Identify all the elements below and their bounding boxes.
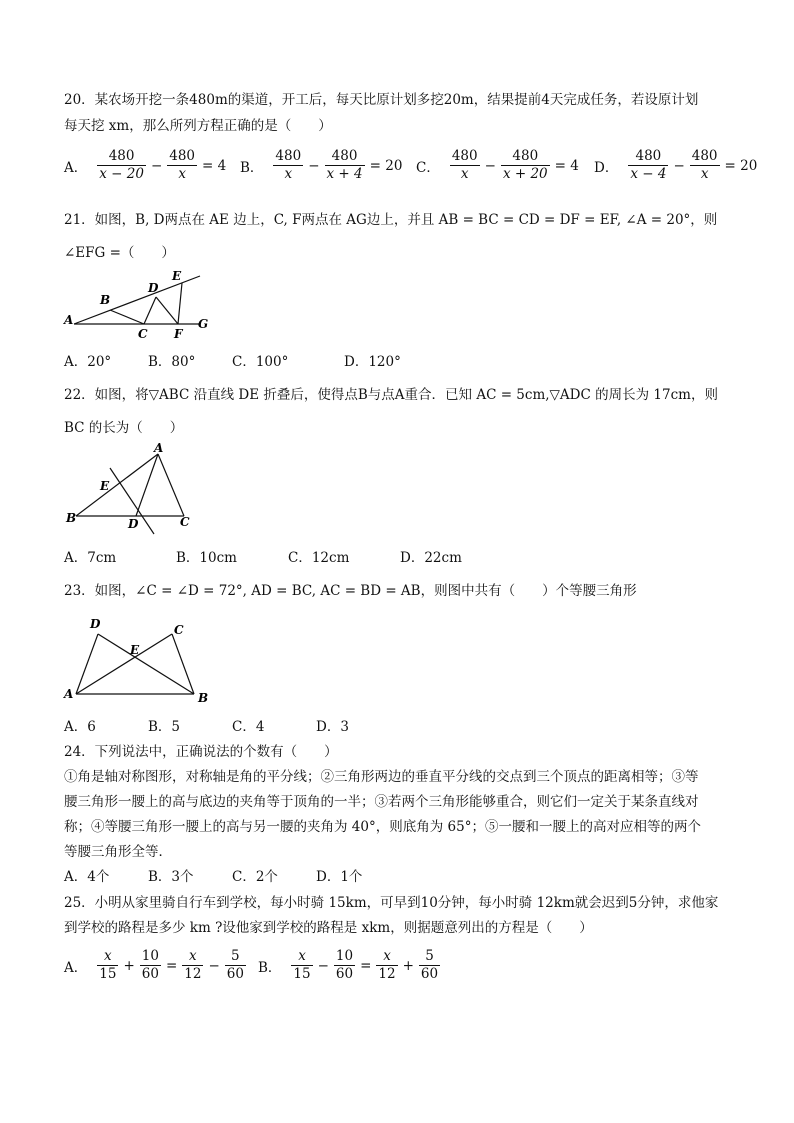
q23-choices (64, 717, 349, 737)
q21-seg-cd (144, 297, 156, 324)
q22-label-b: B (66, 511, 77, 525)
q22-choice-a[interactable]: A．7cm (64, 550, 117, 566)
q23-seg-ac (76, 634, 172, 694)
q21-label-a: A (64, 313, 74, 327)
q23-seg-bc (172, 634, 194, 694)
q22-label-c: C (180, 515, 190, 529)
q21-line-ae (74, 276, 200, 324)
q21-figure (60, 268, 230, 340)
q25-options (64, 948, 470, 983)
q24-statement-line2: 腰三角形一腰上的高与底边的夹角等于顶角的一半；③若两个三角形能够重合，则它们一定关于某条直线对 (64, 794, 699, 810)
q21-label-f: F (174, 327, 183, 340)
q22-figure (62, 440, 202, 536)
q25-stem-line2: 到学校的路程是多少 km ?设他家到学校的路程是 xkm，则据题意列出的方程是（ ） (64, 920, 593, 936)
q21-choice-b[interactable]: B．80° (148, 354, 196, 370)
q23-label-d: D (90, 617, 101, 631)
q22-label-a: A (154, 441, 164, 455)
q20-stem-line1: 20．某农场开挖一条480m的渠道，开工后，每天比原计划多挖20m，结果提前4天完成任务，若设原计划 (64, 92, 699, 108)
q24-choice-b[interactable]: B．3个 (148, 869, 194, 885)
q21-stem-line1: 21．如图，B, D两点在 AE 边上，C, F两点在 AG边上，并且 AB = BC = CD = DF = EF, ∠A = 20°，则 (64, 212, 718, 228)
q20-option-c[interactable]: C． $\frac{480}{x}$ − $\frac{480}{x + 20}$ = 4 (416, 148, 579, 182)
q23-choice-d[interactable]: D．3 (316, 719, 349, 735)
q21-stem-line2: ∠EFG =（ ） (64, 245, 175, 261)
q24-stem: 24．下列说法中，正确说法的个数有（ ） (64, 744, 338, 760)
q21-choice-a[interactable]: A．20° (64, 354, 112, 370)
q22-side-ba (76, 454, 158, 516)
q22-seg-ad (136, 454, 158, 516)
q20-stem-line2: 每天挖 xm，那么所列方程正确的是（ ） (64, 118, 332, 134)
q24-choice-c[interactable]: C．2个 (232, 869, 278, 885)
q21-label-d: D (148, 281, 159, 295)
q24-statement-line3: 称；④等腰三角形一腰上的高与另一腰的夹角为 40°，则底角为 65°；⑤一腰和一腰上的高对应相等的两个 (64, 819, 701, 835)
q23-choice-b[interactable]: B．5 (148, 719, 181, 735)
q22-label-e: E (100, 479, 110, 493)
q21-seg-fe (178, 283, 182, 324)
q24-choices (64, 867, 362, 887)
q23-label-b: B (198, 691, 209, 705)
q22-label-d: D (128, 517, 139, 531)
q20-option-a[interactable]: A． $\frac{480}{x - 20}$ − $\frac{480}{x}$ = 4 (64, 148, 227, 182)
q21-choices (64, 352, 401, 372)
q21-seg-df (156, 297, 178, 324)
q25-option-a[interactable]: A． $\frac{x}{15}$ + $\frac{10}{60}$ = $\frac{x}{12}$ − $\frac{5}{60}$ (64, 948, 244, 982)
q24-statement-line1: ①角是轴对称图形，对称轴是角的平分线；②三角形两边的垂直平分线的交点到三个顶点的距离相等；③等 (64, 769, 699, 785)
q22-choice-d[interactable]: D．22cm (400, 550, 462, 566)
q23-choice-a[interactable]: A．6 (64, 719, 96, 735)
q23-stem: 23．如图，∠C = ∠D = 72°, AD = BC, AC = BD = AB，则图中共有（ ）个等腰三角形 (64, 583, 637, 599)
q20-option-b[interactable]: B． $\frac{480}{x}$ − $\frac{480}{x + 4}$ = 20 (240, 148, 403, 182)
q25-option-b[interactable]: B． $\frac{x}{15}$ − $\frac{10}{60}$ = $\frac{x}{12}$ + $\frac{5}{60}$ (258, 948, 439, 982)
q23-label-c: C (174, 623, 184, 637)
q24-choice-a[interactable]: A．4个 (64, 869, 110, 885)
q22-choices (64, 548, 462, 568)
q23-label-e: E (130, 643, 140, 657)
q22-choice-c[interactable]: C．12cm (288, 550, 350, 566)
q23-choice-c[interactable]: C．4 (232, 719, 265, 735)
q20-option-d[interactable]: D． $\frac{480}{x - 4}$ − $\frac{480}{x}$ = 20 (594, 148, 758, 182)
q23-seg-bd (98, 634, 194, 694)
q24-choice-d[interactable]: D．1个 (316, 869, 363, 885)
q21-label-c: C (138, 327, 148, 340)
q21-label-g: G (198, 317, 209, 331)
q23-figure (60, 614, 220, 706)
q21-label-e: E (172, 269, 182, 283)
q22-side-ac (158, 454, 184, 516)
q22-stem-line1: 22．如图，将▽ABC 沿直线 DE 折叠后，使得点B与点A重合．已知 AC = 5cm,▽ADC 的周长为 17cm，则 (64, 387, 718, 403)
q21-choice-c[interactable]: C．100° (232, 354, 289, 370)
q23-label-a: A (64, 687, 74, 701)
q23-seg-ad (76, 634, 98, 694)
q21-seg-bc (110, 310, 144, 324)
q25-stem-line1: 25．小明从家里骑自行车到学校，每小时骑 15km，可早到10分钟，每小时骑 12km就会迟到5分钟，求他家 (64, 895, 719, 911)
q22-choice-b[interactable]: B．10cm (176, 550, 237, 566)
q20-options (64, 148, 772, 183)
q22-stem-line2: BC 的长为（ ） (64, 420, 184, 436)
q21-label-b: B (100, 293, 111, 307)
q21-choice-d[interactable]: D．120° (344, 354, 401, 370)
q24-statement-line4: 等腰三角形全等． (64, 844, 172, 860)
